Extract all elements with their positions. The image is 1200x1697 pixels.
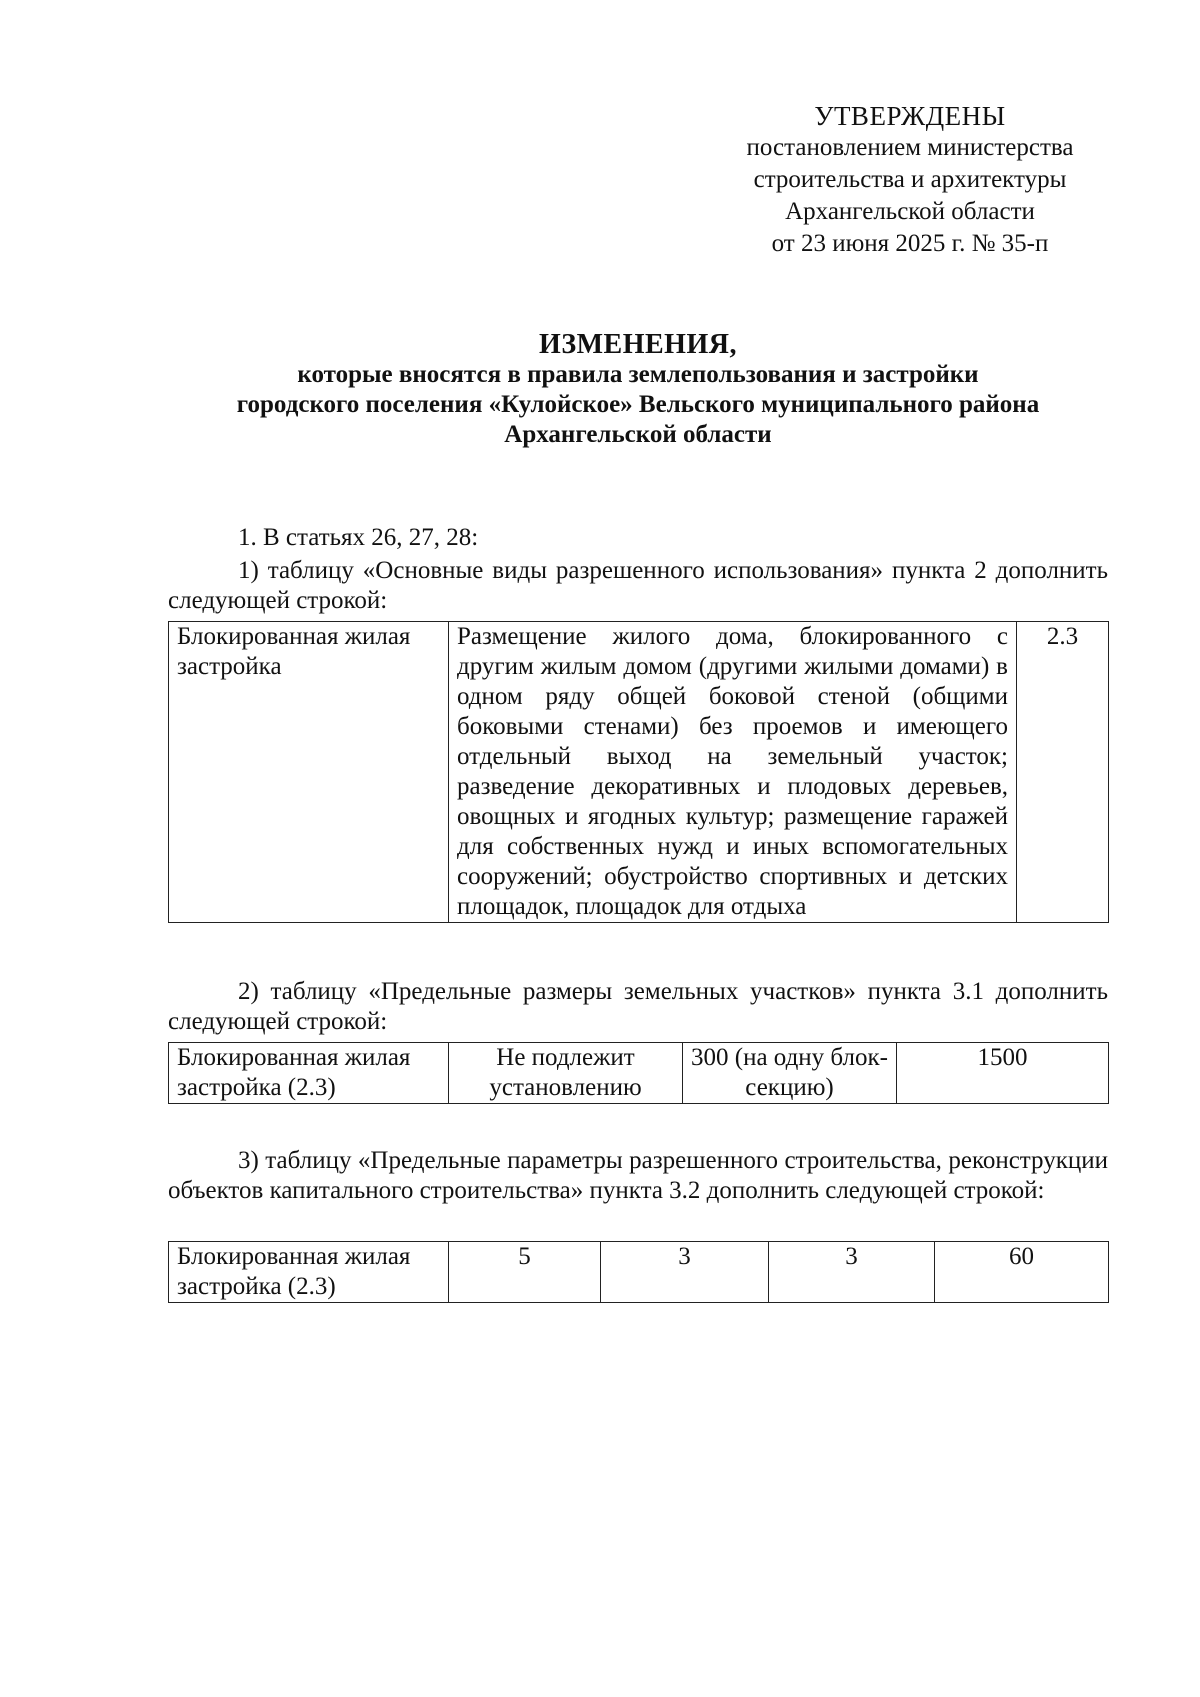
title-line: Архангельской области	[504, 421, 772, 448]
cell-max-size: 1500	[897, 1043, 1109, 1104]
cell-use-name: Блокированная жилая застройка	[169, 622, 449, 923]
table-row	[169, 1242, 1109, 1303]
cell-param-1: 5	[449, 1242, 601, 1303]
item-2-text: 2) таблицу «Предельные размеры земельных участков» пункта 3.1 дополнить следующей строкой:	[168, 978, 1108, 1035]
table-row	[169, 622, 1109, 923]
document-title	[168, 330, 1108, 450]
cell-param-3: 3	[769, 1242, 935, 1303]
approval-line: постановлением министерства	[746, 134, 1074, 161]
cell-use-code: 2.3	[1017, 622, 1109, 923]
table-plot-sizes	[168, 1042, 1109, 1104]
cell-min-size: Не подлежит установлению	[449, 1043, 683, 1104]
item-3-text: 3) таблицу «Предельные параметры разрешенного строительства, реконструкции объектов капитального строительства» пункта 3.2 дополнить следующей строкой:	[168, 1147, 1108, 1204]
title-line: которые вносятся в правила землепользования и застройки	[297, 361, 979, 388]
cell-use-description: Размещение жилого дома, блокированного с другим жилым домом (другими жилыми домами) в одном ряду общей боковой стеной (общими боковыми стенами) без проемов и имеющего отдельный выход на земельный участок; разведение декоративных и плодовых деревьев, овощных и ягодных культур; размещение гаражей для собственных нужд и иных вспомогательных сооружений; обустройство спортивных и детских площадок, площадок для отдыха	[449, 622, 1017, 923]
cell-param-4: 60	[935, 1242, 1109, 1303]
approval-heading: УТВЕРЖДЕНЫ	[814, 101, 1006, 131]
approval-date-line: от 23 июня 2025 г. № 35-п	[771, 230, 1049, 257]
cell-param-2: 3	[601, 1242, 769, 1303]
page-title: ИЗМЕНЕНИЯ,	[539, 329, 737, 360]
approval-line: строительства и архитектуры	[753, 166, 1067, 193]
approval-line: Архангельской области	[785, 198, 1035, 225]
approval-stamp	[700, 100, 1120, 260]
table-permitted-uses	[168, 621, 1109, 923]
cell-use-name: Блокированная жилая застройка (2.3)	[169, 1043, 449, 1104]
cell-use-name: Блокированная жилая застройка (2.3)	[169, 1242, 449, 1303]
title-line: городского поселения «Кулойское» Вельского муниципального района	[236, 391, 1040, 418]
cell-per-section-size: 300 (на одну блок-секцию)	[683, 1043, 897, 1104]
item-1-text: 1) таблицу «Основные виды разрешенного использования» пункта 2 дополнить следующей строкой:	[168, 557, 1108, 614]
table-row	[169, 1043, 1109, 1104]
section-intro: 1. В статьях 26, 27, 28:	[238, 524, 479, 551]
table-construction-params	[168, 1241, 1109, 1303]
